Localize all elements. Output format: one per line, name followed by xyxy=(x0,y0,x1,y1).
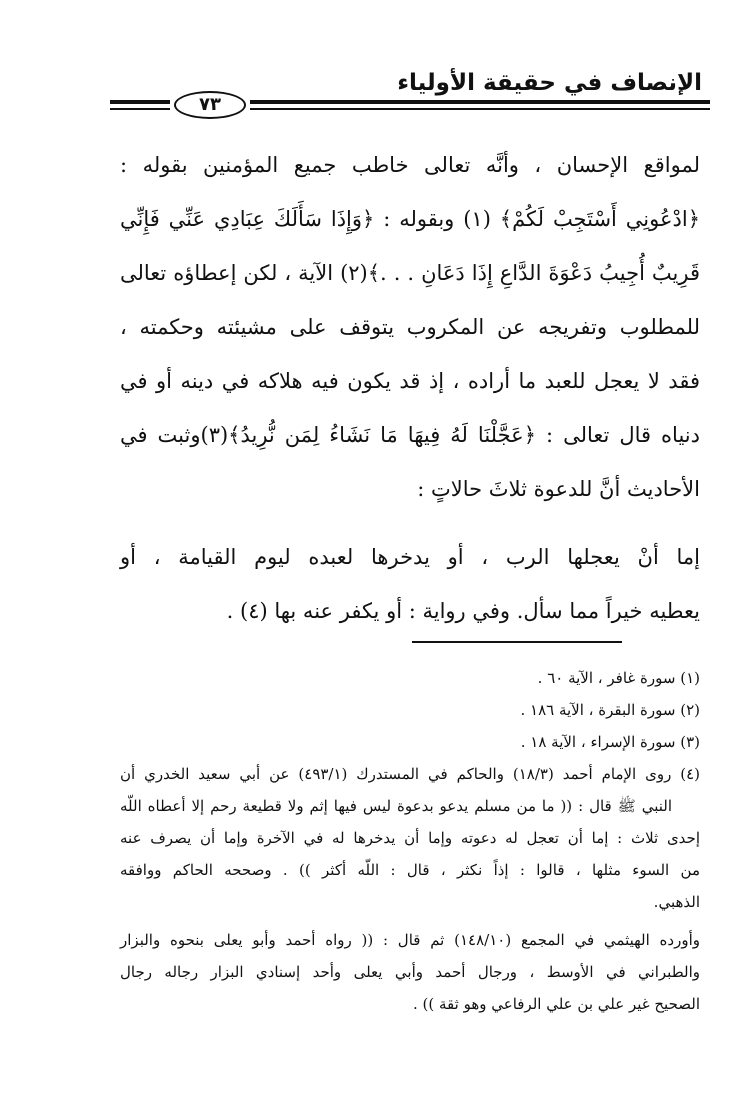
footnote-4b-line: الصحيح غير علي بن علي الرفاعي وهو ثقة )) . xyxy=(412,995,700,1013)
footnote-1: (١) سورة غافر ، الآية ٦٠ . xyxy=(537,669,700,687)
footnote-4-line: النبي ﷺ قال : (( ما من مسلم يدعو بدعوة ليس فيها إثم ولا قطيعة رحم إلا أعطاه اللّه xyxy=(120,797,672,815)
footnote-4-line: من السوء مثلها ، قالوا : إذاً نكثر ، قال : اللّه أكثر )) . وصححه الحاكم ووافقه xyxy=(120,861,700,879)
paragraph-break xyxy=(120,516,700,530)
text-line: إما أنْ يعجلها الرب ، أو يدخرها لعبده ليوم القيامة ، أو xyxy=(120,545,700,569)
page-header xyxy=(110,60,710,122)
text-line: لمواقع الإحسان ، وأنَّه تعالى خاطب جميع المؤمنين بقوله : xyxy=(120,153,700,177)
text-line: للمطلوب وتفريجه عن المكروب يتوقف على مشيئته وحكمته ، xyxy=(120,315,700,339)
footnote-4b-line: وأورده الهيثمي في المجمع (١٤٨/١٠) ثم قال : (( رواه أحمد وأبو يعلى بنحوه والبزار xyxy=(120,931,700,949)
footnote-divider xyxy=(412,641,622,643)
book-title: الإنصاف في حقيقة الأولياء xyxy=(397,70,702,96)
text-line: فقد لا يعجل للعبد ما أراده ، إذ قد يكون فيه هلاكه في دينه أو في xyxy=(120,369,700,393)
footnote-4b-line: والطبراني في الأوسط ، ورجال أحمد وأبي يعلى وأحد إسنادي البزار رجاله رجال xyxy=(120,963,700,981)
header-rule-right xyxy=(250,100,710,110)
footnotes xyxy=(120,662,700,1020)
footnote-4-line: الذهبي. xyxy=(653,893,700,911)
footnote-4-line: (٤) روى الإمام أحمد (١٨/٣) والحاكم في المستدرك (٤٩٣/١) عن أبي سعيد الخدري أن xyxy=(120,765,701,783)
page-number: ٧٣ xyxy=(174,91,246,119)
main-text xyxy=(120,138,700,638)
header-rule-left xyxy=(110,100,170,110)
footnote-4-line: إحدى ثلاث : إما أن تعجل له دعوته وإما أن يدخرها له في الآخرة وإما أن يصرف عنه xyxy=(120,829,700,847)
text-line: ﴿ادْعُونِي أَسْتَجِبْ لَكُمْ﴾ (١) وبقوله : ﴿وَإِذَا سَأَلَكَ عِبَادِي عَنِّي فَإِنِّي xyxy=(120,207,700,231)
text-line: دنياه قال تعالى : ﴿عَجَّلْنَا لَهُ فِيهَا مَا نَشَاءُ لِمَن نُّرِيدُ﴾(٣)وثبت في xyxy=(120,423,700,447)
text-line: قَرِيبٌ أُجِيبُ دَعْوَةَ الدَّاعِ إِذَا دَعَانِ . . .﴾(٢) الآية ، لكن إعطاؤه تعالى xyxy=(120,261,700,285)
footnote-2: (٢) سورة البقرة ، الآية ١٨٦ . xyxy=(520,701,700,719)
footnote-3: (٣) سورة الإسراء ، الآية ١٨ . xyxy=(520,733,700,751)
text-line: يعطيه خيراً مما سأل. وفي رواية : أو يكفر عنه بها (٤) . xyxy=(226,599,700,623)
text-line: الأحاديث أنَّ للدعوة ثلاثَ حالاتٍ : xyxy=(417,477,700,501)
